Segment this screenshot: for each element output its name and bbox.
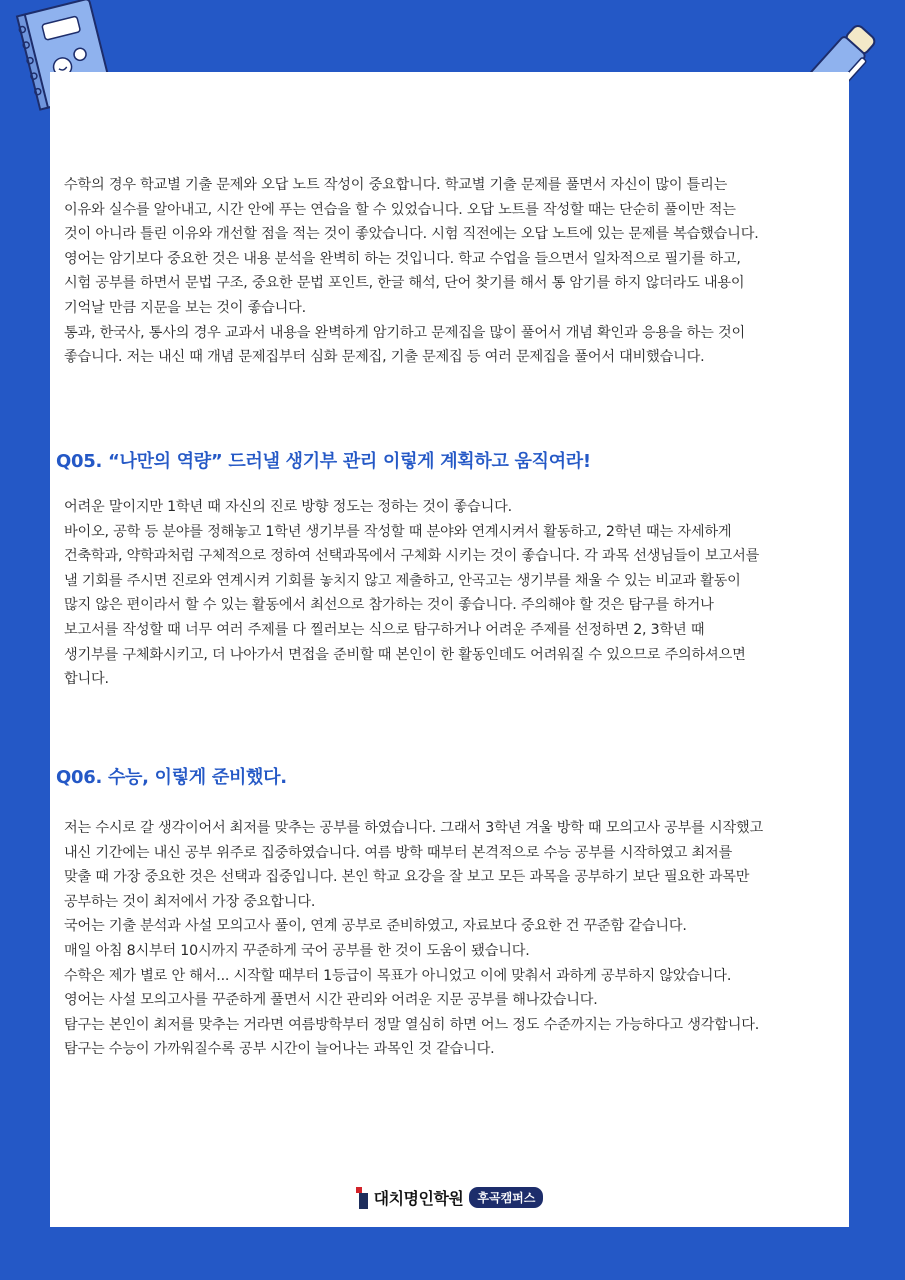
text-line: 수학은 제가 별로 안 해서... 시작할 때부터 1등급이 목표가 아니었고 이에 맞춰서 과하게 공부하지 않았습니다. — [64, 967, 732, 984]
q06-paragraph — [64, 816, 844, 1062]
footer-logo — [50, 1186, 849, 1209]
text-line: 맞출 때 가장 중요한 것은 선택과 집중입니다. 본인 학교 요강을 잘 보고 모든 과목을 공부하기 보단 필요한 과목만 — [64, 869, 750, 886]
text-line: 기억날 만큼 지문을 보는 것이 좋습니다. — [64, 299, 306, 316]
text-line: 매일 아침 8시부터 10시까지 꾸준하게 국어 공부를 한 것이 도움이 됐습니다. — [64, 942, 530, 959]
text-line: 생기부를 구체화시키고, 더 나아가서 면접을 준비할 때 본인이 한 활동인데도 어려워질 수 있으므로 주의하셔으면 — [64, 646, 746, 663]
text-line: 이유와 실수를 알아내고, 시간 안에 푸는 연습을 할 수 있었습니다. 오답 노트를 작성할 때는 단순히 풀이만 적는 — [64, 201, 736, 218]
text-line: 탐구는 본인이 최저를 맞추는 거라면 여름방학부터 정말 열심히 하면 어느 정도 수준까지는 가능하다고 생각합니다. — [64, 1016, 760, 1033]
q05-paragraph — [64, 495, 844, 692]
text-line: 바이오, 공학 등 분야를 정해놓고 1학년 생기부를 작성할 때 분야와 연계시켜서 활동하고, 2학년 때는 자세하게 — [64, 523, 732, 540]
text-line: 저는 수시로 갈 생각이어서 최저를 맞추는 공부를 하였습니다. 그래서 3학년 겨울 방학 때 모의고사 공부를 시작했고 — [64, 820, 764, 836]
text-line: 영어는 사설 모의고사를 꾸준하게 풀면서 시간 관리와 어려운 지문 공부를 해나갔습니다. — [64, 992, 598, 1009]
text-line: 통과, 한국사, 통사의 경우 교과서 내용을 완벽하게 암기하고 문제집을 많이 풀어서 개념 확인과 응용을 하는 것이 — [64, 324, 746, 341]
text-line: 공부하는 것이 최저에서 가장 중요합니다. — [64, 893, 316, 910]
text-line: 낼 기회를 주시면 진로와 연계시켜 기회를 놓치지 않고 제출하고, 안곡고는 생기부를 채울 수 있는 비교과 활동이 — [64, 572, 741, 589]
text-line: 좋습니다. 저는 내신 때 개념 문제집부터 심화 문제집, 기출 문제집 등 여러 문제집을 풀어서 대비했습니다. — [64, 349, 705, 366]
text-line: 수학의 경우 학교별 기출 문제와 오답 노트 작성이 중요합니다. 학교별 기출 문제를 풀면서 자신이 많이 틀리는 — [64, 177, 728, 193]
academy-logo-icon — [356, 1187, 370, 1209]
brand-name: 대치명인학원 — [373, 1189, 464, 1208]
text-line: 보고서를 작성할 때 너무 여러 주제를 다 찔러보는 식으로 탐구하거나 어려운 주제를 선정하면 2, 3학년 때 — [64, 621, 705, 638]
q05-heading: Q05. “나만의 역량” 드러낼 생기부 관리 이렇게 계획하고 움직여라! — [56, 451, 591, 472]
text-line: 건축학과, 약학과처럼 구체적으로 정하여 선택과목에서 구체화 시키는 것이 좋습니다. 각 과목 선생님들이 보고서를 — [64, 548, 760, 565]
text-line: 시험 공부를 하면서 문법 구조, 중요한 문법 포인트, 한글 해석, 단어 찾기를 해서 통 암기를 하지 않더라도 내용이 — [64, 275, 745, 292]
text-line: 영어는 암기보다 중요한 것은 내용 분석을 완벽히 하는 것입니다. 학교 수업을 들으면서 일차적으로 필기를 하고, — [64, 250, 741, 267]
text-line: 탐구는 수능이 가까워질수록 공부 시간이 늘어나는 과목인 것 같습니다. — [64, 1041, 495, 1058]
text-line: 내신 기간에는 내신 공부 위주로 집중하였습니다. 여름 방학 때부터 본격적으로 수능 공부를 시작하였고 최저를 — [64, 844, 733, 861]
section1-paragraph — [64, 173, 844, 370]
text-line: 합니다. — [64, 671, 109, 688]
content-page — [50, 72, 849, 1227]
text-line: 것이 아니라 틀린 이유와 개선할 점을 적는 것이 좋았습니다. 시험 직전에는 오답 노트에 있는 문제를 복습했습니다. — [64, 226, 759, 243]
q06-heading: Q06. 수능, 이렇게 준비했다. — [56, 767, 287, 788]
campus-badge: 후곡캠퍼스 — [469, 1187, 543, 1208]
text-line: 어려운 말이지만 1학년 때 자신의 진로 방향 정도는 정하는 것이 좋습니다. — [64, 499, 512, 515]
text-line: 국어는 기출 분석과 사설 모의고사 풀이, 연계 공부로 준비하였고, 자료보다 중요한 건 꾸준함 같습니다. — [64, 918, 687, 935]
text-line: 많지 않은 편이라서 할 수 있는 활동에서 최선으로 참가하는 것이 좋습니다. 주의해야 할 것은 탐구를 하거나 — [64, 597, 714, 614]
